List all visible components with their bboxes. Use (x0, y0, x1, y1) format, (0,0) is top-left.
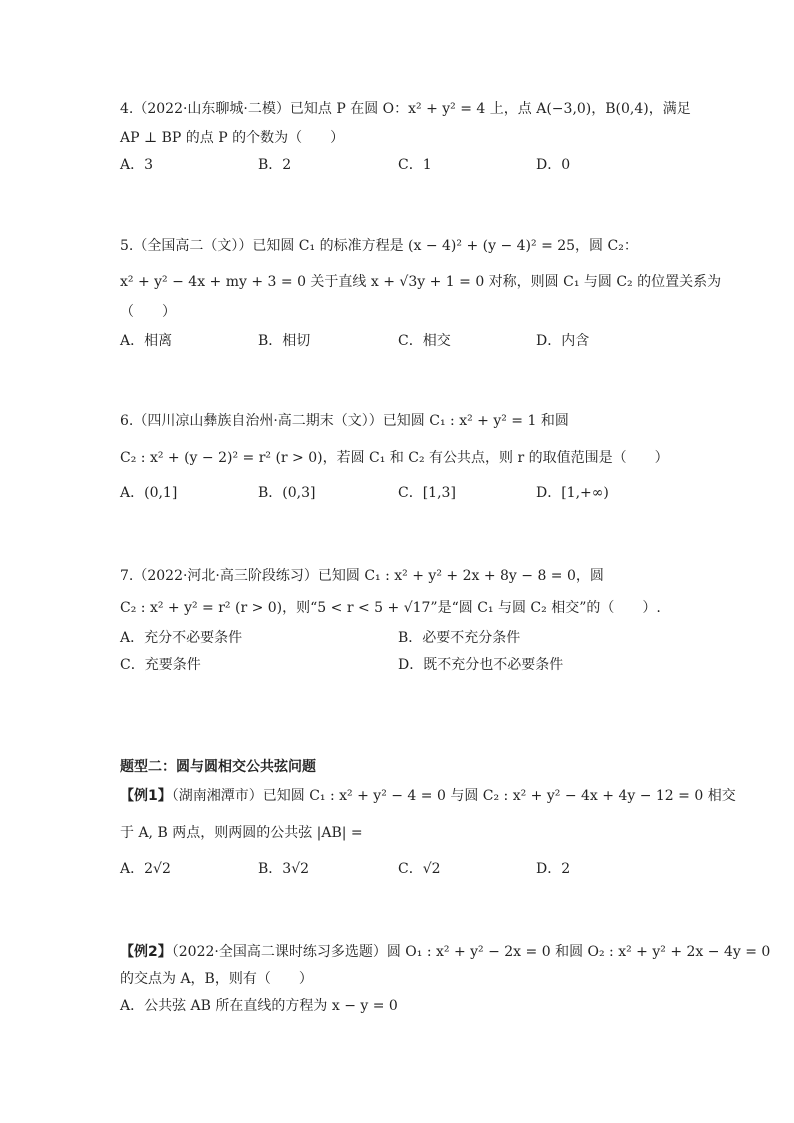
q5-options (120, 330, 680, 352)
q5-stem-line3: （ ） (120, 304, 176, 320)
q4-stem-line2: AP ⊥ BP 的点 P 的个数为（ ） (120, 130, 345, 146)
ex2-stem-line2: 的交点为 A，B，则有（ ） (120, 971, 313, 987)
q5-option-d: D．内含 (536, 333, 590, 349)
q6-option-b: B．(0,3] (258, 485, 316, 501)
ex2-option-a: A．公共弦 AB 所在直线的方程为 x − y = 0 (120, 998, 398, 1014)
q6-stem-line1: 6.（四川凉山彝族自治州·高二期末（文））已知圆 C₁ : x² + y² = 1 和圆 (120, 413, 569, 429)
ex1-options (120, 858, 680, 880)
ex1-option-b: B．3√2 (258, 861, 310, 877)
q6-option-d: D．[1,+∞) (536, 485, 609, 501)
q7-option-c: C．充要条件 (120, 657, 201, 673)
q6-stem-line2: C₂ : x² + (y − 2)² = r² (r > 0)，若圆 C₁ 和 C₂ 有公共点，则 r 的取值范围是（ ） (120, 450, 669, 466)
ex1-stem-line2: 于 A, B 两点，则两圆的公共弦 |AB| = (120, 825, 363, 841)
ex2-tag: 【例2】 (120, 944, 172, 960)
ex2-stem-line1 (120, 941, 770, 963)
ex1-stem-line1 (120, 785, 736, 807)
q7-options-row1 (120, 627, 680, 649)
q6-option-c: C．[1,3] (398, 485, 456, 501)
q7-option-d: D．既不充分也不必要条件 (398, 657, 564, 673)
q4-stem-line1: 4.（2022·山东聊城·二模）已知点 P 在圆 O：x² + y² = 4 上，点 A(−3,0)，B(0,4)，满足 (120, 101, 691, 117)
q5-stem-line2: x² + y² − 4x + my + 3 = 0 关于直线 x + √3y + 1 = 0 对称，则圆 C₁ 与圆 C₂ 的位置关系为 (120, 274, 722, 290)
q5-option-b: B．相切 (258, 333, 311, 349)
ex1-text-line1: （湖南湘潭市）已知圆 C₁ : x² + y² − 4 = 0 与圆 C₂ : x² + y² − 4x + 4y − 12 = 0 相交 (171, 788, 736, 804)
q7-option-a: A．充分不必要条件 (120, 630, 243, 646)
ex1-option-c: C．√2 (398, 861, 441, 877)
q4-options (120, 154, 680, 176)
q4-option-c: C．1 (398, 157, 432, 173)
q7-stem-line2: C₂ : x² + y² = r² (r > 0)，则“5 < r < 5 + √17”是“圆 C₁ 与圆 C₂ 相交”的（ ）. (120, 600, 661, 616)
q5-stem-line1: 5.（全国高二（文））已知圆 C₁ 的标准方程是 (x − 4)² + (y − 4)² = 25，圆 C₂： (120, 238, 638, 254)
q6-option-a: A．(0,1] (120, 485, 178, 501)
ex1-option-a: A．2√2 (120, 861, 171, 877)
ex1-option-d: D．2 (536, 861, 571, 877)
section-heading: 题型二：圆与圆相交公共弦问题 (120, 759, 316, 775)
q4-option-b: B．2 (258, 157, 292, 173)
ex2-text-line1: （2022·全国高二课时练习多选题）圆 O₁ : x² + y² − 2x = 0 和圆 O₂ : x² + y² + 2x − 4y = 0 (171, 944, 771, 960)
q7-option-b: B．必要不充分条件 (398, 630, 521, 646)
q5-option-a: A．相离 (120, 333, 173, 349)
q5-option-c: C．相交 (398, 333, 451, 349)
q6-options (120, 482, 680, 504)
q7-stem-line1: 7.（2022·河北·高三阶段练习）已知圆 C₁ : x² + y² + 2x + 8y − 8 = 0，圆 (120, 568, 604, 584)
ex1-tag: 【例1】 (120, 788, 172, 804)
q4-option-d: D．0 (536, 157, 571, 173)
q4-option-a: A．3 (120, 157, 154, 173)
q7-options-row2 (120, 654, 680, 676)
